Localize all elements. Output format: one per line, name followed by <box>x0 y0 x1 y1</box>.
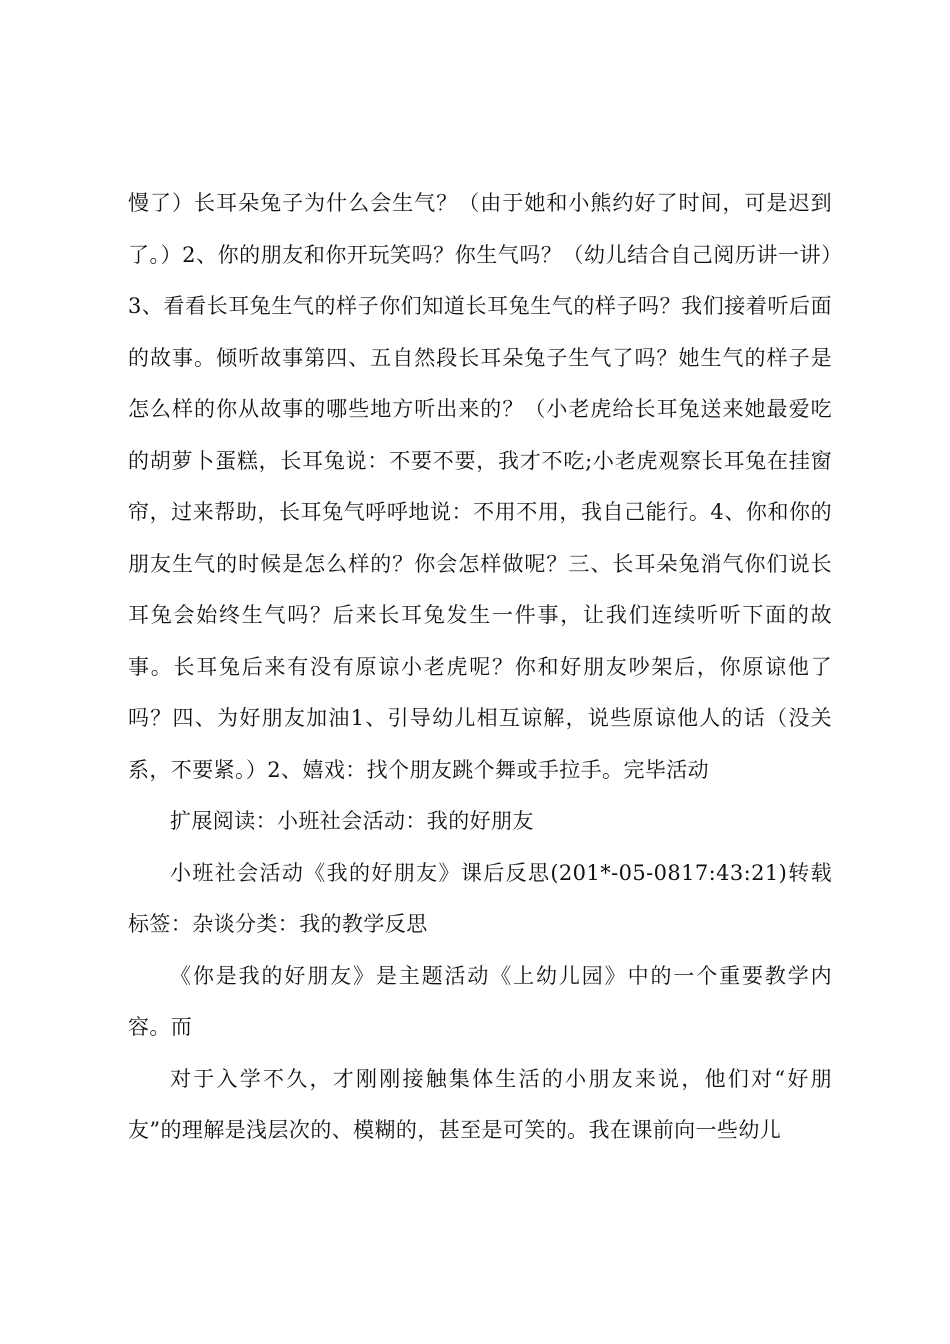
body-paragraph-3: 对于入学不久，才刚刚接触集体生活的小朋友来说，他们对“好朋友”的理解是浅层次的、模糊的，甚至是可笑的。我在课前向一些幼儿 <box>128 1066 832 1142</box>
body-paragraph-1: 慢了）长耳朵兔子为什么会生气？（由于她和小熊约好了时间，可是迟到了。）2、你的朋友和你开玩笑吗？你生气吗？（幼儿结合自己阅历讲一讲）3、看看长耳兔生气的样子你们知道长耳兔生气的样子吗？我们接着听后面的故事。倾听故事第四、五自然段长耳朵兔子生气了吗？她生气的样子是怎么样的你从故事的哪些地方听出来的？（小老虎给长耳兔送来她最爱吃的胡萝卜蛋糕，长耳兔说：不要不要，我才不吃;小老虎观察长耳兔在挂窗帘，过来帮助，长耳兔气呼呼地说：不用不用，我自己能行。4、你和你的朋友生气的时候是怎么样的？你会怎样做呢？三、长耳朵兔消气你们说长耳兔会始终生气吗？后来长耳兔发生一件事，让我们连续听听下面的故事。长耳兔后来有没有原谅小老虎呢？你和好朋友吵架后，你原谅他了吗？四、为好朋友加油1、引导幼儿相互谅解，说些原谅他人的话（没关系，不要紧。）2、嬉戏：找个朋友跳个舞或手拉手。完毕活动 <box>128 191 832 782</box>
extended-reading-heading: 扩展阅读：小班社会活动：我的好朋友 <box>170 809 534 833</box>
document-page <box>128 178 832 1157</box>
reflection-title-paragraph: 小班社会活动《我的好朋友》课后反思(201*-05-0817:43:21)转载标签：杂谈分类：我的教学反思 <box>128 860 832 936</box>
body-paragraph-2: 《你是我的好朋友》是主题活动《上幼儿园》中的一个重要教学内容。而 <box>128 963 832 1039</box>
